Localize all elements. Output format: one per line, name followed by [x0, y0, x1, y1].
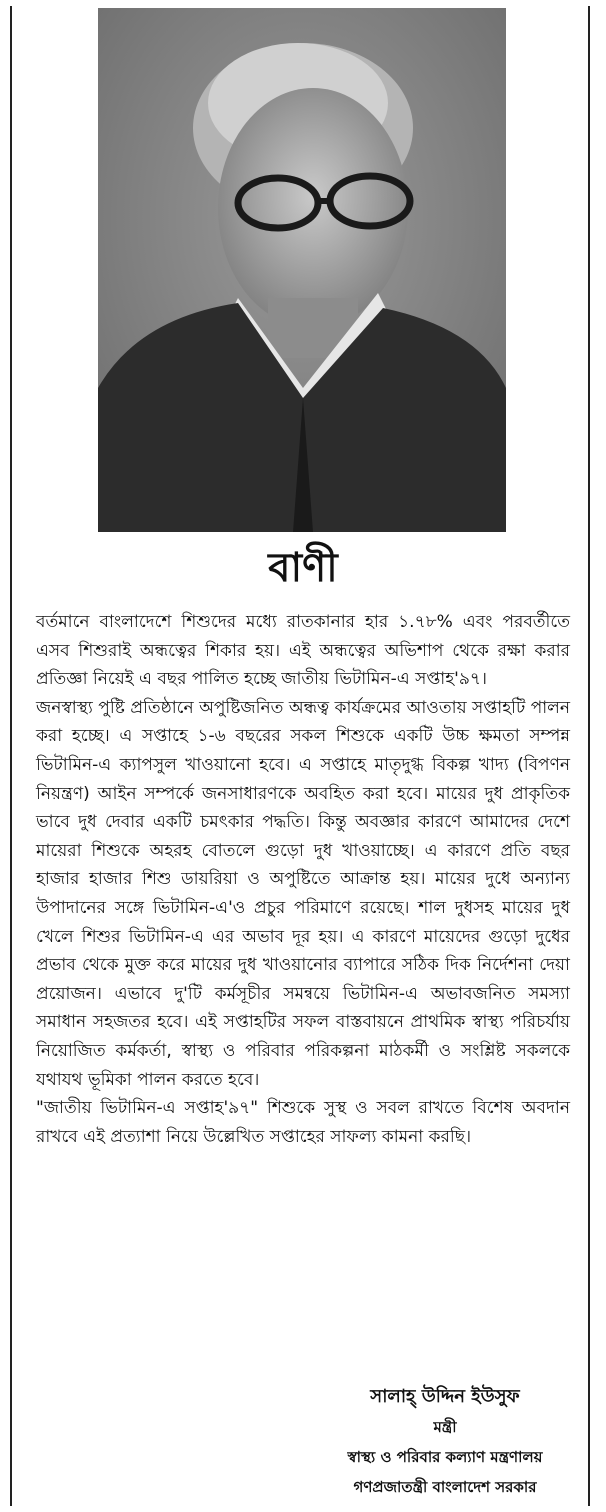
- message-body: [36, 608, 570, 1151]
- portrait-photo: [98, 8, 506, 532]
- ministry-name: স্বাস্থ্য ও পরিবার কল্যাণ মন্ত্রণালয়: [347, 1448, 543, 1466]
- portrait-icon: [98, 8, 506, 532]
- signature-block: [300, 1382, 590, 1502]
- paragraph: "জাতীয় ভিটামিন-এ সপ্তাহ'৯৭" শিশুকে সুস্থ ও সবল রাখতে বিশেষ অবদান রাখবে এই প্রত্যাশা নিয়ে উল্লেখিত সপ্তাহের সাফল্য কামনা করছি।: [36, 1098, 570, 1147]
- signatory-name: সালাহ্ উদ্দিন ইউসুফ: [370, 1386, 520, 1407]
- paragraph: জনস্বাস্থ্য পুষ্টি প্রতিষ্ঠানে অপুষ্টিজনিত অন্ধত্ব কার্যক্রমের আওতায় সপ্তাহটি পালন করা হচ্ছে। এ সপ্তাহে ১-৬ বছরের সকল শিশুকে একটি উচ্চ ক্ষমতা সম্পন্ন ভিটামিন-এ ক্যাপসুল খাওয়ানো হবে। এ সপ্তাহে মাতৃদুগ্ধ বিকল্প খাদ্য (বিপণন নিয়ন্ত্রণ) আইন সম্পর্কে জনসাধারণকে অবহিত করা হবে। মায়ের দুধ প্রাকৃতিক ভাবে দুধ দেবার একটি চমৎকার পদ্ধতি। কিন্তু অবজ্ঞার কারণে আমাদের দেশে মায়েরা শিশুকে অহরহ বোতলে গুড়ো দুধ খাওয়াচ্ছে। এ কারণে প্রতি বছর হাজার হাজার শিশু ডায়রিয়া ও অপুষ্টিতে আক্রান্ত হয়। মায়ের দুধে অন্যান্য উপাদানের সঙ্গে ভিটামিন-এ'ও প্রচুর পরিমাণে রয়েছে। শাল দুধসহ মায়ের দুধ খেলে শিশুর ভিটামিন-এ এর অভাব দূর হয়। এ কারণে মায়েদের গুড়ো দুধের প্রভাব থেকে মুক্ত করে মায়ের দুধ খাওয়ানোর ব্যাপারে সঠিক দিক নির্দেশনা দেয়া প্রয়োজন। এভাবে দু'টি কর্মসূচীর সমন্বয়ে ভিটামিন-এ অভাবজনিত সমস্যা সমাধান সহজতর হবে। এই সপ্তাহটির সফল বাস্তবায়নে প্রাথমিক স্বাস্থ্য পরিচর্যায় নিয়োজিত কর্মকর্তা, স্বাস্থ্য ও পরিবার পরিকল্পনা মাঠকর্মী ও সংশ্লিষ্ট সকলকে যথাযথ ভূমিকা পালন করতে হবে।: [36, 697, 570, 1090]
- paragraph: বর্তমানে বাংলাদেশে শিশুদের মধ্যে রাতকানার হার ১.৭৮% এবং পরবর্তীতে এসব শিশুরাই অন্ধত্বের শিকার হয়। এই অন্ধত্বের অভিশাপ থেকে রক্ষা করার প্রতিজ্ঞা নিয়েই এ বছর পালিত হচ্ছে জাতীয় ভিটামিন-এ সপ্তাহ'৯৭।: [36, 612, 570, 690]
- government-name: গণপ্রজাতন্ত্রী বাংলাদেশ সরকার: [353, 1478, 537, 1496]
- page-title: বাণী: [268, 545, 338, 591]
- signatory-title: মন্ত্রী: [433, 1418, 457, 1436]
